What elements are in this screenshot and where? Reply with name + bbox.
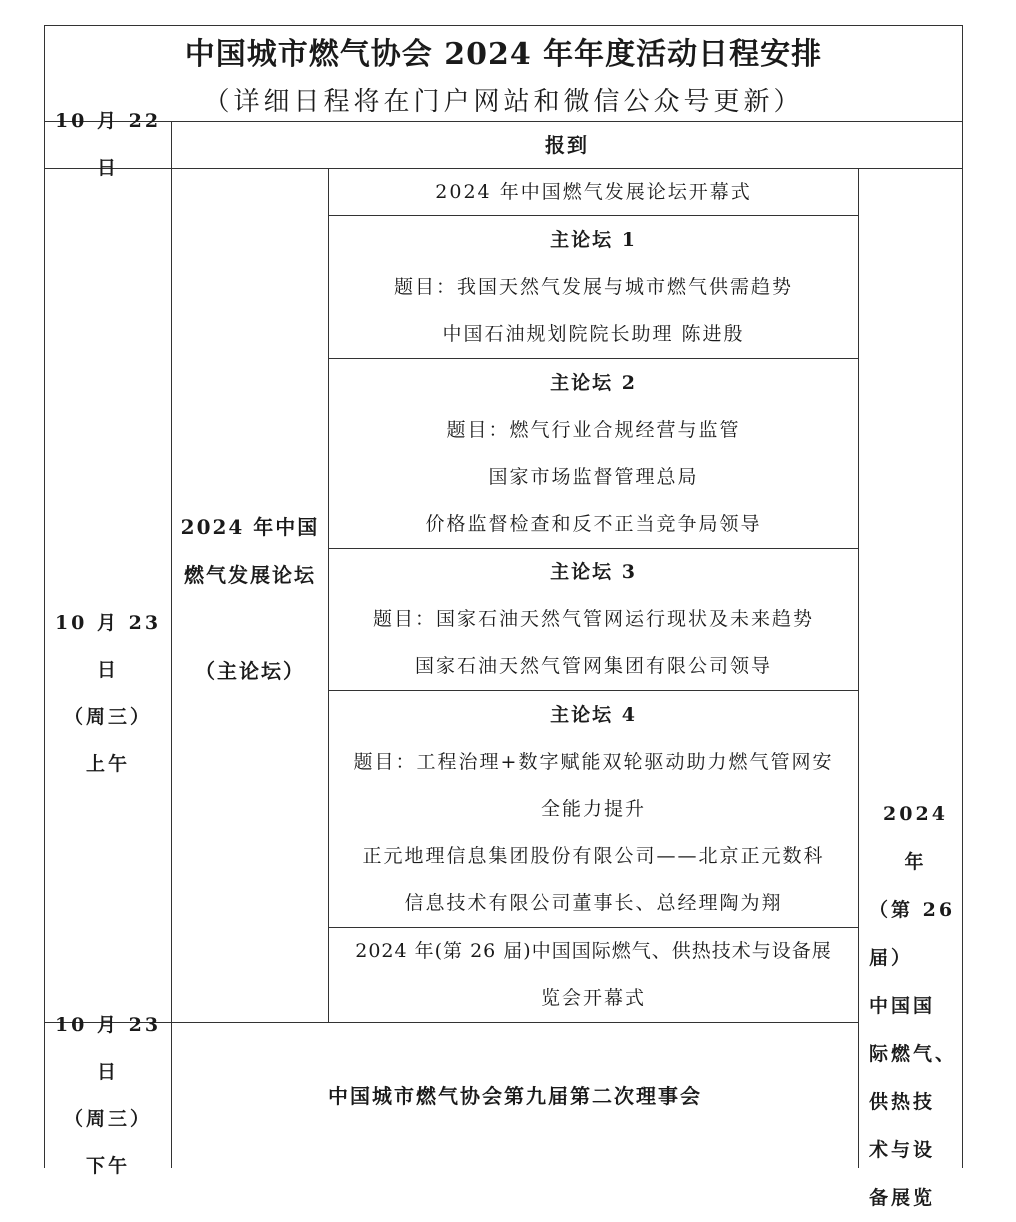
morning-date-line: （周三） xyxy=(63,706,152,728)
session-title: 主论坛 1 xyxy=(550,228,637,251)
morning-date-line: 上午 xyxy=(85,753,130,775)
session-title: 主论坛 3 xyxy=(550,561,637,583)
morning-date-line: 10 月 23 日 xyxy=(54,612,162,681)
registration-label: 报到 xyxy=(545,133,589,157)
session-line: 题目：我国天然气发展与城市燃气供需趋势 xyxy=(393,275,793,298)
session-3-cell xyxy=(329,549,858,690)
session-title: 主论坛 2 xyxy=(550,371,637,394)
registration-date: 10 月 22 日 xyxy=(54,110,162,179)
forum-name-line: （主论坛） xyxy=(195,659,305,683)
session-line: 国家市场监督管理总局 xyxy=(488,465,699,488)
session-line: 题目：燃气行业合规经营与监管 xyxy=(446,418,741,441)
expo-opening-cell xyxy=(329,928,858,1022)
forum-name-line: 燃气发展论坛 xyxy=(184,563,316,587)
page-subtitle: （详细日程将在门户网站和微信公众号更新） xyxy=(203,87,804,117)
forum-opening: 2024 年中国燃气发展论坛开幕式 xyxy=(435,180,752,203)
expo-column-line: 备展览 xyxy=(869,1187,936,1209)
session-line: 正元地理信息集团股份有限公司——北京正元数科 xyxy=(362,844,825,867)
expo-column-line: 供热技 xyxy=(869,1091,936,1113)
table-border xyxy=(962,25,963,1168)
table-border xyxy=(44,25,45,1168)
expo-column-line: 届） xyxy=(869,947,914,969)
session-line: 国家石油天然气管网集团有限公司领导 xyxy=(414,655,772,677)
afternoon-date-line: 下午 xyxy=(85,1154,130,1177)
expo-column-line: 际燃气、 xyxy=(869,1043,958,1065)
afternoon-date-line: 10 月 23 日 xyxy=(54,1013,162,1083)
document-header xyxy=(45,26,962,121)
afternoon-date-line: （周三） xyxy=(63,1107,152,1130)
session-line: 中国石油规划院院长助理 陈进殷 xyxy=(442,322,745,345)
expo-column-line: 中国国 xyxy=(869,995,936,1017)
morning-date-cell xyxy=(45,600,171,840)
afternoon-content-cell xyxy=(172,1023,858,1168)
registration-date-cell xyxy=(45,110,171,179)
page-title: 中国城市燃气协会 2024 年年度活动日程安排 xyxy=(184,37,823,72)
session-line: 题目：国家石油天然气管网运行现状及未来趋势 xyxy=(372,608,814,630)
forum-name-cell xyxy=(172,503,328,703)
expo-column-line: 2024 年 xyxy=(883,803,948,873)
expo-column-line: （第 26 xyxy=(869,899,956,921)
forum-name-line: 2024 年中国 xyxy=(180,515,320,539)
session-2-cell xyxy=(329,359,858,548)
board-meeting-label: 中国城市燃气协会第九届第二次理事会 xyxy=(328,1083,702,1108)
forum-opening-cell xyxy=(329,169,858,215)
session-line: 题目：工程治理+数字赋能双轮驱动助力燃气管网安 xyxy=(353,750,834,773)
expo-opening-line: 览会开幕式 xyxy=(540,987,646,1009)
session-line: 价格监督检查和反不正当竞争局领导 xyxy=(425,512,762,535)
session-title: 主论坛 4 xyxy=(550,703,637,726)
session-4-cell xyxy=(329,691,858,927)
session-1-cell xyxy=(329,216,858,358)
expo-column-line: 术与设 xyxy=(869,1139,936,1161)
expo-opening-line: 2024 年(第 26 届)中国国际燃气、供热技术与设备展 xyxy=(355,940,832,962)
expo-column-cell xyxy=(859,790,962,1209)
session-line: 信息技术有限公司董事长、总经理陶为翔 xyxy=(404,891,783,914)
session-line: 全能力提升 xyxy=(540,797,646,820)
afternoon-date-cell xyxy=(45,1013,171,1177)
registration-content-cell xyxy=(172,122,962,168)
